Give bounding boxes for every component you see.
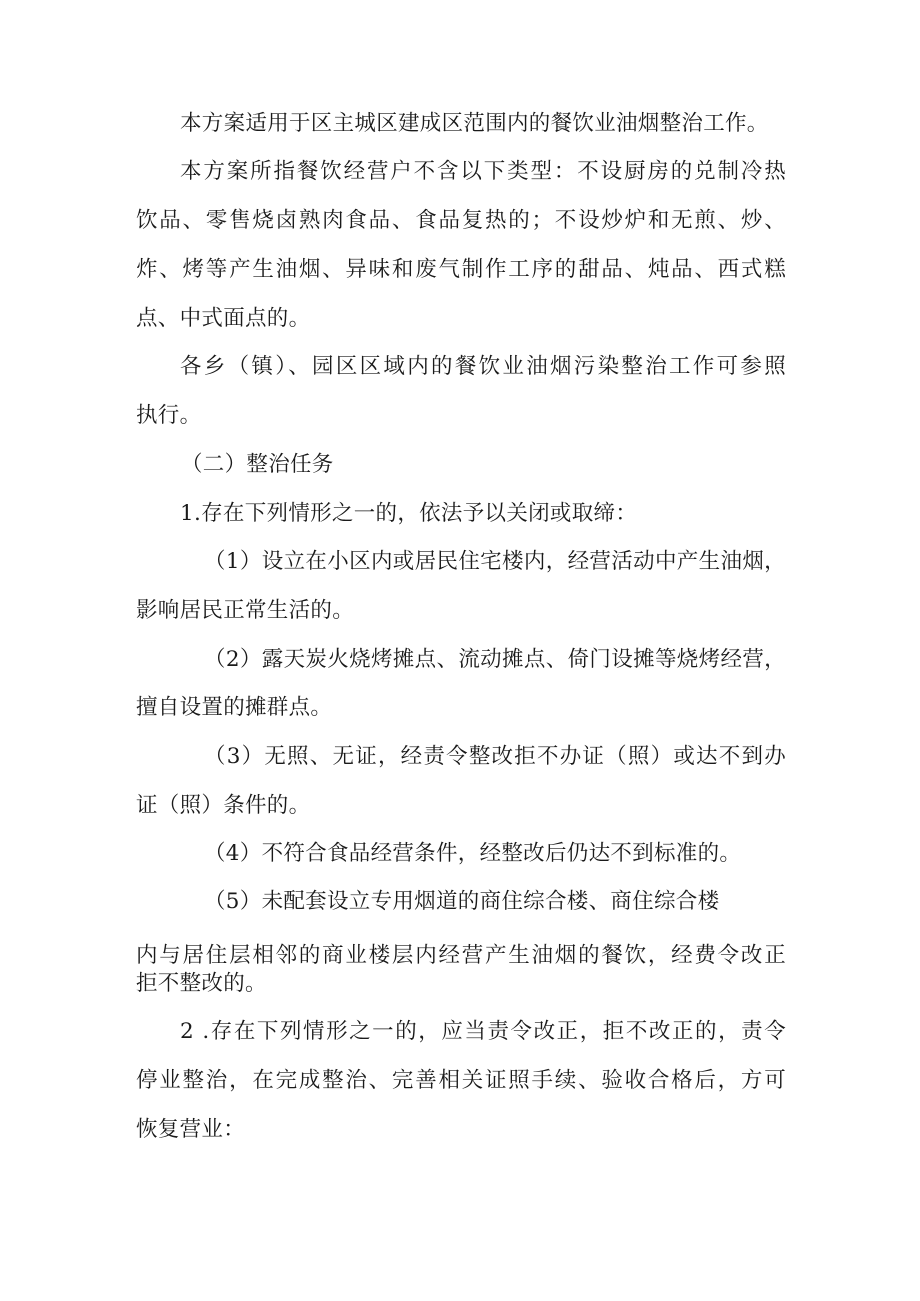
item-1-4-line-1: （4）不符合食品经营条件，经整改后仍达不到标准的。 bbox=[204, 841, 742, 866]
item-1-1-line-1: （1）设立在小区内或居民住宅楼内，经营活动中产生油烟， bbox=[204, 549, 786, 574]
item-1-5-line-1: （5）未配套设立专用烟道的商住综合楼、商住综合楼 bbox=[204, 889, 720, 914]
item-1-2-line-2: 擅自设置的摊群点。 bbox=[136, 695, 333, 720]
item-2-heading-line-3: 恢复营业： bbox=[136, 1117, 246, 1142]
paragraph-exclusions-line-4: 点、中式面点的。 bbox=[136, 306, 311, 331]
item-2-heading-line-2: 停业整治，在完成整治、完善相关证照手续、验收合格后，方可 bbox=[136, 1068, 786, 1093]
section-heading-tasks: （二）整治任务 bbox=[181, 452, 334, 477]
paragraph-scope-line-1: 本方案适用于区主城区建成区范围内的餐饮业油烟整治工作。 bbox=[180, 111, 769, 136]
item-1-5-line-2: 内与居住层相邻的商业楼层内经营产生油烟的餐饮，经费令改正 bbox=[136, 943, 786, 968]
paragraph-exclusions-line-1: 本方案所指餐饮经营户不含以下类型：不设厨房的兑制冷热 bbox=[180, 159, 786, 184]
item-1-2-line-1: （2）露天炭火烧烤摊点、流动摊点、倚门设摊等烧烤经营， bbox=[204, 647, 786, 672]
paragraph-exclusions-line-2: 饮品、零售烧卤熟肉食品、食品复热的；不设炒炉和无煎、炒、 bbox=[136, 208, 786, 233]
item-1-heading: 1.存在下列情形之一的，依法予以关闭或取缔： bbox=[180, 501, 638, 526]
paragraph-townships-line-1: 各乡（镇）、园区区域内的餐饮业油烟污染整治工作可参照 bbox=[180, 354, 786, 379]
paragraph-townships-line-2: 执行。 bbox=[136, 403, 202, 428]
paragraph-exclusions-line-3: 炸、烤等产生油烟、异味和废气制作工序的甜品、炖品、西式糕 bbox=[136, 257, 786, 282]
item-1-5-line-3: 拒不整改的。 bbox=[136, 971, 267, 996]
item-1-3-line-1: （3）无照、无证，经责令整改拒不办证（照）或达不到办 bbox=[204, 744, 786, 769]
item-1-1-line-2: 影响居民正常生活的。 bbox=[136, 598, 355, 623]
item-1-3-line-2: 证（照）条件的。 bbox=[136, 793, 311, 818]
item-2-heading-line-1: 2 .存在下列情形之一的，应当责令改正，拒不改正的，责令 bbox=[180, 1019, 786, 1044]
